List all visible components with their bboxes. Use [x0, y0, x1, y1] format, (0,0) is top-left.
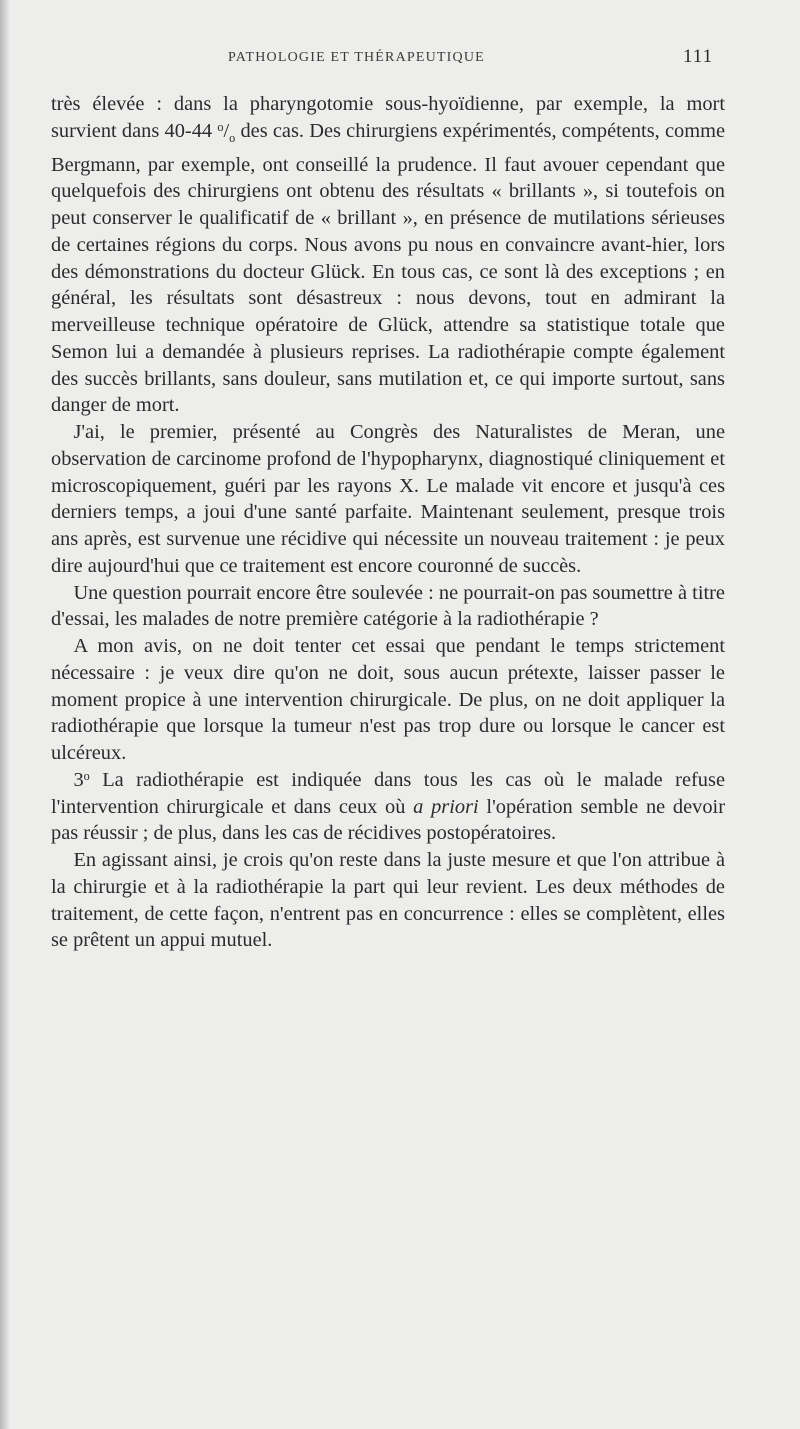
percent-sign-slash: /: [223, 119, 230, 142]
list-number-degree: o: [83, 768, 90, 783]
paragraph-5-text-b: l'opération semble ne devoir pas réussir ; de plus, dans les cas de récidives postopératoires.: [51, 795, 726, 845]
paragraph-3: Une question pourrait encore être soulevée : ne pourrait-on pas soumettre à titre d'essai, les malades de notre première catégorie à la radiothérapie ?: [51, 581, 725, 631]
running-head: PATHOLOGIE ET THÉRAPEUTIQUE: [228, 50, 485, 65]
paragraph-1-text-a: très élevée : dans la pharyngotomie sous-hyoïdienne, par exemple, la mort survient dans 40-44: [51, 93, 725, 142]
body-text: [51, 91, 725, 954]
paragraph-5-text-a: La radiothérapie est indiquée dans tous les cas où le malade refuse l'intervention chirurgicale et dans ceux où: [51, 768, 725, 818]
italic-a-priori: a priori: [413, 795, 479, 818]
paragraph-2: J'ai, le premier, présenté au Congrès des Naturalistes de Meran, une observation de carcinome profond de l'hypopharynx, diagnostiqué cliniquement et microscopiquement, guéri par les rayons X. Le malade vit encore et jusqu'à ces derniers temps, a joui d'une santé parfaite. Maintenant seulement, presque trois ans après, est survenue une récidive qui nécessite un nouveau traitement : je peux dire aujourd'hui que ce traitement est encore couronné de succès.: [51, 421, 725, 577]
spine-shadow: [0, 0, 10, 1429]
page-number: 111: [683, 46, 714, 67]
paragraph-6: En agissant ainsi, je crois qu'on reste dans la juste mesure et que l'on attribue à la chirurgie et à la radiothérapie la part qui leur revient. Les deux méthodes de traitement, de cette façon, n'entrent pas en concurrence : elles se complètent, elles se prêtent un appui mutuel.: [51, 849, 725, 952]
paragraph-1-text-b: des cas. Des chirurgiens expérimentés, compétents, comme Bergmann, par exemple, ont conseillé la prudence. Il faut avouer cependant que quelquefois des chirurgiens ont obtenu des résultats « brillants », si toutefois on peut conserver le qualificatif de « brillant », en présence de mutilations sérieuses de certaines régions du corps. Nous avons pu nous en convaincre avant-hier, lors des démonstrations du docteur Glück. En tous cas, ce sont là des exceptions ; en général, les résultats sont désastreux : nous devons, tout en admirant la merveilleuse technique opératoire de Glück, attendre sa statistique totale que Semon lui a demandée à plusieurs reprises. La radiothérapie compte également des succès brillants, sans douleur, sans mutilation et, ce qui importe surtout, sans danger de mort.: [51, 119, 725, 417]
percent-sign-bottom: o: [229, 130, 236, 145]
paragraph-5: [51, 767, 725, 847]
paragraph-1: [51, 91, 725, 419]
page-header: [0, 46, 800, 72]
paragraph-4: A mon avis, on ne doit tenter cet essai que pendant le temps strictement nécessaire : je veux dire qu'on ne doit, sous aucun prétexte, laisser passer le moment propice à une intervention chirurgicale. De plus, on ne doit appliquer la radiothérapie que lorsque la tumeur n'est pas trop dure ou lorsque le cancer est ulcéreux.: [51, 635, 725, 765]
percent-sign-top: o: [217, 119, 224, 134]
list-number: 3: [73, 768, 84, 791]
